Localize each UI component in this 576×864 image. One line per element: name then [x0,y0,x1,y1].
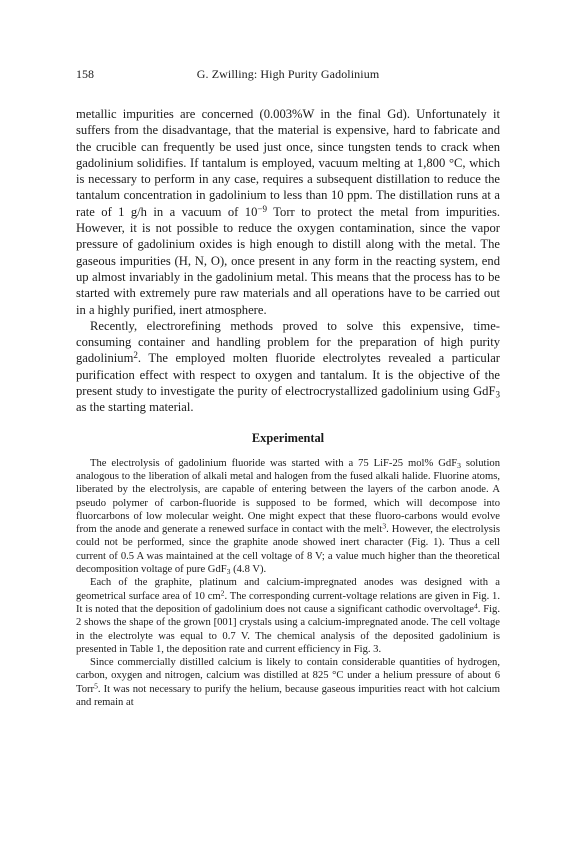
text-run: . The employed molten fluoride electrolytes revealed a particular purification effect with respect to oxygen and tantalum. It is the objective of the present study to investigate the purity of electrocrystallized gadolinium using GdF [76,351,500,399]
page-number: 158 [76,67,94,81]
experimental-paragraph-1 [76,457,500,577]
text-run: . However, the electrolysis could not be performed, since the graphite anode showed inert character (Fig. 1). Thus a cell current of 0.5 A was maintained at the cell voltage of 8 V; a value much higher than the theoretical decomposition voltage of pure GdF [76,524,500,576]
text-run: Recently, electrorefining methods proved to solve this expensive, time-consuming container and handling problem for the preparation of high purity gadolinium [76,318,500,366]
superscript: 2 [220,588,225,598]
article-body [76,106,500,709]
superscript: −9 [257,203,268,214]
experimental-paragraph-3 [76,656,500,709]
text-run: Since commercially distilled calcium is likely to contain considerable quantities of hydrogen, carbon, oxygen and nitrogen, calcium was distilled at 825 °C under a helium pressure of about 6 Torr [76,657,500,695]
experimental-paragraph-2 [76,576,500,656]
text-run: . Fig. 2 shows the shape of the grown [001] crystals using a calcium-impregnated anode. The cell voltage in the electrolyte was equal to 0.7 V. The chemical analysis of the deposited gadolinium is presented in Table 1, the deposition rate and current efficiency in Fig. 3. [76,603,500,655]
intro-paragraph-1 [76,106,500,318]
subscript: 3 [226,566,231,576]
text-run: as the starting material. [76,400,194,415]
section-heading-experimental: Experimental [251,430,325,445]
text-run: The electrolysis of gadolinium fluoride was started with a 75 LiF-25 mol% GdF [90,457,458,469]
intro-paragraph-2 [76,318,500,416]
superscript: 2 [133,350,138,361]
text-run: Torr to protect the metal from impurities. However, it is not possible to reduce the oxygen contamination, since the vapor pressure of gadolinium oxides is high enough to distill along with the metal. The gaseous impurities (H, N, O), once present in any form in the reacting system, end up almost invariably in the gadolinium metal. This means that the process has to be started with extremely pure raw materials and all operations have to be carried out in a highly purified, inert atmosphere. [76,204,500,317]
superscript: 4 [473,601,478,611]
text-run: . The corresponding current-voltage relations are given in Fig. 1. It is noted that the deposition of gadolinium does not cause a significant cathodic overvoltage [76,590,500,615]
running-title: G. Zwilling: High Purity Gadolinium [196,67,380,81]
text-run: metallic impurities are concerned (0.003%W in the final Gd). Unfortunately it suffers from the disadvantage, that the material is expensive, hard to fabricate and the crucible can frequently be used just once, since tungsten tends to crack when gadolinium solidifies. If tantalum is employed, vacuum melting at 1,800 °C, which is necessary to perform in any case, requires a subsequent distillation to reduce the tantalum concentration in gadolinium to less than 10 ppm. The distillation runs at a rate of 1 g/h in a vacuum of 10 [76,107,500,219]
text-run: . It was not necessary to purify the helium, because gaseous impurities react with hot calcium and remain at [76,683,500,708]
subscript: 3 [457,460,461,470]
subscript: 3 [495,389,500,400]
text-run: (4.8 V). [230,564,267,576]
text-run: solution analogous to the liberation of alkali metal and halogen from the fused alkali halide. Fluorine atoms, liberated by the electrolysis, are capable of entering between the layers of the carbon anode. A pseudo polymer of carbon-fluoride is supposed to be formed, which will decompose into fluorcarbons of low molecular weight. One might expect that these fluoro-carbons would evolve from the anode and generate a renewed surface in contact with the melt [76,457,500,536]
superscript: 3 [382,521,387,531]
page-header [76,67,500,83]
superscript: 5 [94,681,98,691]
text-run: Each of the graphite, platinum and calcium-impregnated anodes was designed with a geometrical surface area of 10 cm [76,577,500,602]
